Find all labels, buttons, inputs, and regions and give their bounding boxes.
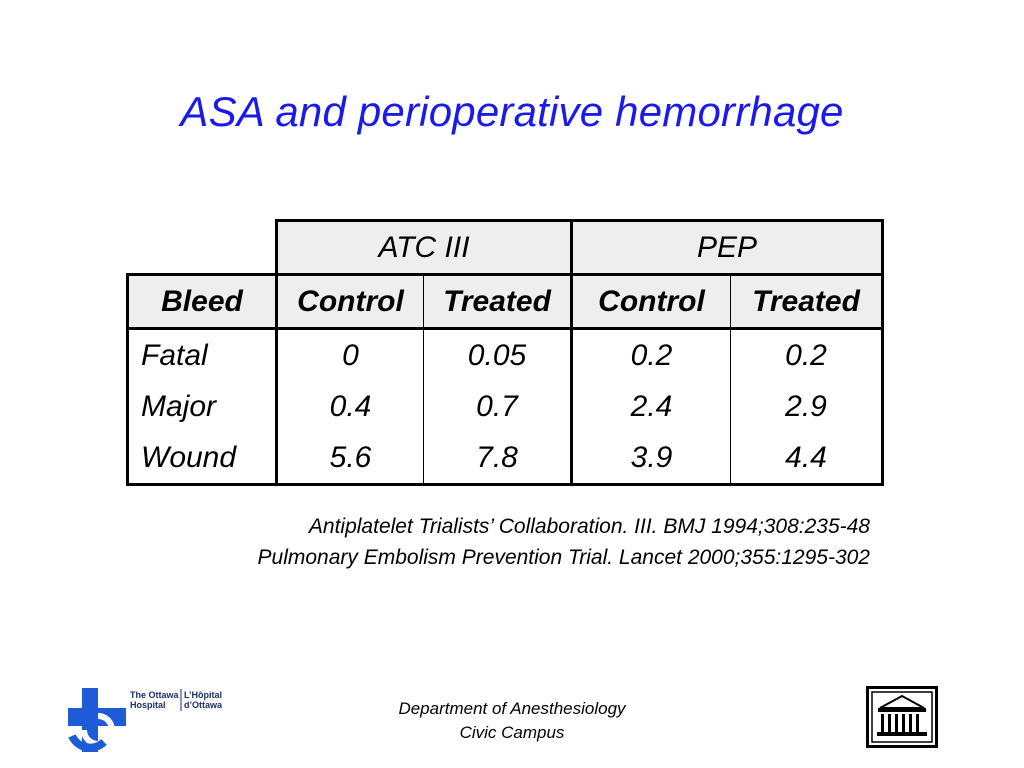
- logo-text-en: The Ottawa Hospital: [130, 690, 179, 710]
- column-header-atc-treated: Treated: [424, 275, 572, 329]
- table-cell: 3.9: [572, 432, 731, 485]
- group-header-row: [128, 221, 883, 275]
- slide-title: ASA and perioperative hemorrhage: [180, 88, 844, 135]
- table-cell: 2.4: [572, 381, 731, 432]
- table-cell: 0.2: [731, 329, 883, 382]
- table-row: [128, 432, 883, 485]
- column-header-atc-control: Control: [277, 275, 424, 329]
- logo-text-fr: L’Hôpital d’Ottawa: [184, 690, 223, 710]
- reference-line: Antiplatelet Trialists’ Collaboration. III. BMJ 1994;308:235-48: [308, 515, 870, 538]
- table-cell: 0: [277, 329, 424, 382]
- column-header-row: [128, 275, 883, 329]
- group-header-pep: PEP: [572, 221, 883, 275]
- results-table: [126, 219, 884, 486]
- table-cell: 0.7: [424, 381, 572, 432]
- row-label: Major: [128, 381, 277, 432]
- table-row: [128, 381, 883, 432]
- column-header-bleed: Bleed: [128, 275, 277, 329]
- table-cell: 0.4: [277, 381, 424, 432]
- department-name: Department of Anesthesiology: [398, 699, 626, 718]
- campus-name: Civic Campus: [459, 723, 565, 742]
- references: [258, 511, 870, 573]
- group-header-atc: ATC III: [277, 221, 572, 275]
- reference-line: Pulmonary Embolism Prevention Trial. Lancet 2000;355:1295-302: [257, 546, 870, 569]
- row-label: Wound: [128, 432, 277, 485]
- table-cell: 0.05: [424, 329, 572, 382]
- empty-corner-cell: [128, 221, 277, 275]
- row-label: Fatal: [128, 329, 277, 382]
- table-cell: 2.9: [731, 381, 883, 432]
- column-header-pep-treated: Treated: [731, 275, 883, 329]
- civic-building-icon: [866, 686, 938, 748]
- table-cell: 0.2: [572, 329, 731, 382]
- table-cell: 7.8: [424, 432, 572, 485]
- table-cell: 4.4: [731, 432, 883, 485]
- table-cell: 5.6: [277, 432, 424, 485]
- column-header-pep-control: Control: [572, 275, 731, 329]
- table-row: [128, 329, 883, 382]
